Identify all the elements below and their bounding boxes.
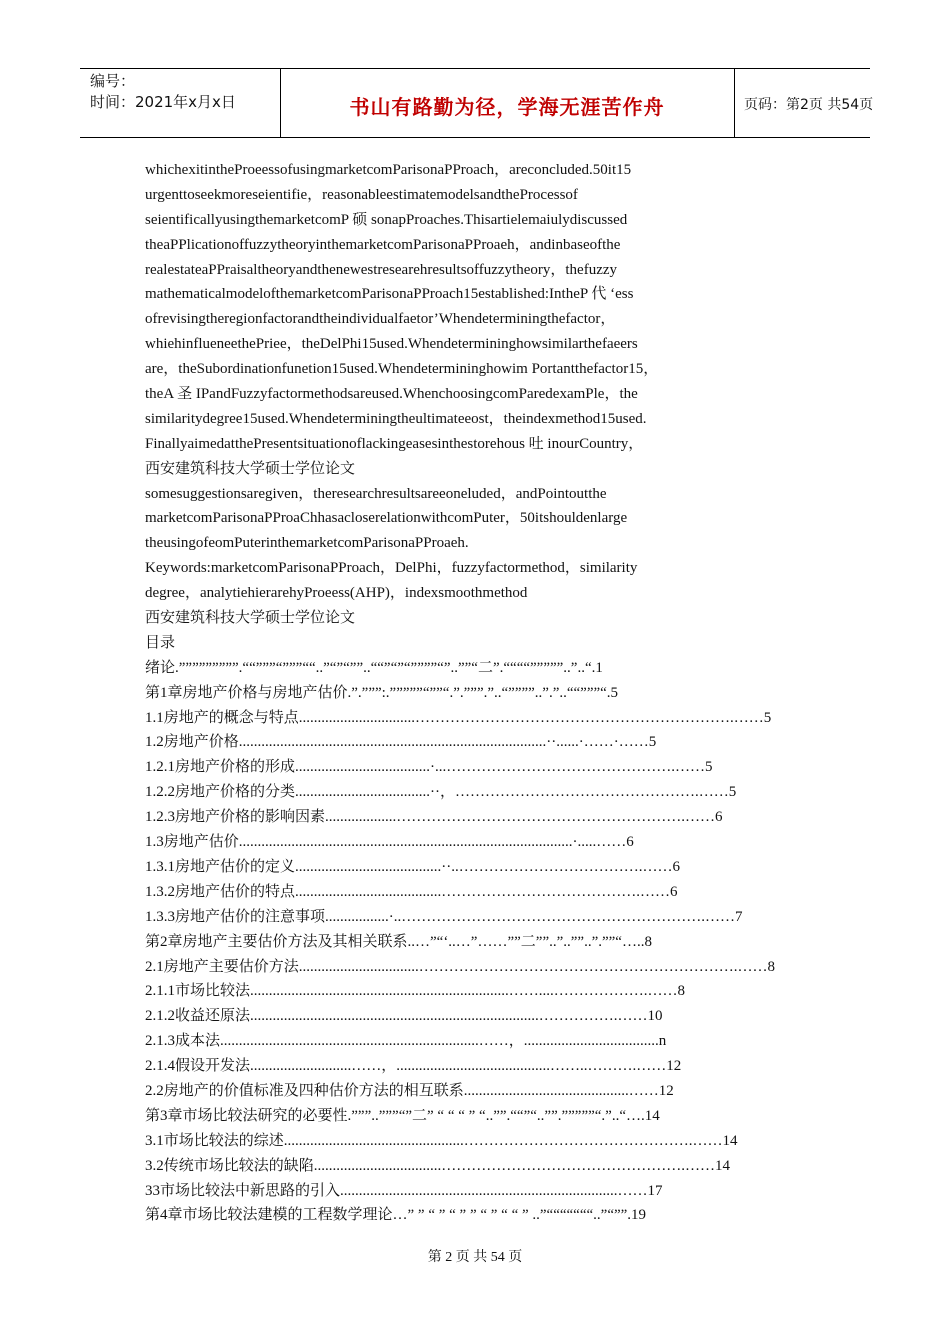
text-line: 1.3.2房地产估价的特点.......................................………………………………….……6 [145,883,678,900]
document-body [145,158,805,1228]
text-line: 1.2房地产价格..................................................................................··......·……·……5 [145,734,657,751]
text-line: 第3章市场比较法研究的必要性.”””..”””“”二” “ “ “ ” “..””.““”“..””.”””””“.”..“….14 [145,1107,660,1124]
text-line: 西安建筑科技大学硕士学位论文 [145,610,356,627]
text-line: urgenttoseekmoreseientifie，reasonableestimatemodelsandtheProcessof [145,186,578,203]
text-line: 2.1房地产主要估价方法................................……………………………………………………….……8 [145,958,776,975]
text-line: 2.2房地产的价值标准及四种估价方法的相互联系............................................……12 [145,1082,674,1099]
text-line: whichexitintheProeessofusingmarketcomParisonaPProach，areconcluded.50it15 [145,162,632,178]
page-footer [0,1246,950,1266]
document-date: 时间：2021年x月x日 [90,93,236,111]
header-center-cell [280,69,735,137]
text-line: 绪论.”””””””””.““”””“”””““..”“”“””..““”“”“””””“”..””“二”.““““”””””..”..“.1 [145,659,603,676]
text-line: marketcomParisonaPProaChhasacloserelationwithcomPuter，50itshouldenlarge [145,510,628,527]
text-line: 第2章房地产主要估价方法及其相关联系..…”“‘..…”……””二””..”..””..”.””“…..8 [145,933,652,950]
text-line: FinallyaimedatthePresentsituationoflackingeasesinthestorehous 吐 inourCountry， [145,435,644,452]
document-number-label: 编号： [90,72,136,90]
text-line: somesuggestionsaregiven，theresearchresultsareeoneluded，andPointoutthe [145,485,607,502]
text-line: theaPPlicationoffuzzytheoryinthemarketcomParisonaPProaeh，andinbaseofthe [145,236,621,253]
text-line: theA 圣 IPandFuzzyfactormethodsareused.WhenchoosingcomParedexamPle，the [145,386,638,403]
text-line: 1.2.2房地产价格的分类....................................··，………………………………………….……5 [145,784,737,801]
text-line: 第1章房地产价格与房地产估价.”.”””:.”””””“””“.”.”””.”..“””””..”.”..““”””“.5 [145,684,619,701]
text-line: 2.1.2收益还原法.............................................................................…………….……10 [145,1008,663,1025]
text-line: 1.2.3房地产价格的影响因素...................………………………………………………….……6 [145,809,723,826]
text-line: 2.1.3成本法.....................................................................……，....................................n [145,1033,667,1050]
header-motto: 书山有路勤为径，学海无涯苦作舟 [349,95,665,119]
text-line: 1.3.1房地产估价的定义.......................................··..……………………………….……6 [145,858,680,875]
text-line: realestateaPPraisaltheoryandthenewestresearehresultsoffuzzytheory，thefuzzy [145,261,618,278]
text-line: 第4章市场比较法建模的工程数学理论…” ” “ ” “ ” ” “ ” “ “ ” ..”“““““““..”“””.19 [145,1207,647,1224]
text-line: seientificallyusingthemarketcomP 硕 sonapProaches.Thisartielemaiulydiscussed [145,211,628,228]
header-right-cell [734,69,874,137]
text-line: 1.3房地产估价.........................................................................................·.....……6 [145,834,634,851]
text-line: 目录 [145,634,176,651]
text-line: ofrevisingtheregionfactorandtheindividualfaetor’Whendeterminingthefactor， [145,311,616,328]
text-line: whiehinflueneethePriee，theDelPhi15used.Whendetermininghowsimilarthefaeers [145,336,638,353]
text-line: 2.1.4假设开发法...........................……，.........................................……..……….……12 [145,1058,682,1075]
text-line: 1.2.1房地产价格的形成....................................·...……………………………………….……5 [145,759,713,776]
header-left-cell [80,69,281,137]
text-line: 西安建筑科技大学硕士学位论文 [145,460,356,477]
text-line: 3.1市场比较法的综述................................................……………………………………….……14 [145,1132,738,1149]
text-line: are，theSubordinationfunetion15used.Whendetermininghowim Portantthefactor15， [145,361,659,378]
header-page-info: 页码：第2页 共54页 [744,97,874,113]
page-header [80,68,874,138]
text-line: degree，analytiehierarehyProeess(AHP)，indexsmoothmethod [145,585,528,602]
text-line: 1.3.3房地产估价的注意事项.................·..…………………………………………………….……7 [145,908,743,925]
text-line: 1.1房地产的概念与特点...............................……………………………………………………….……5 [145,709,772,726]
text-line: Keywords:marketcomParisonaPProach，DelPhi，fuzzyfactormethod，similarity [145,560,638,577]
text-line: similaritydegree15used.Whendeterminingtheultimateeost，theindexmethod15used. [145,410,647,427]
text-line: 33市场比较法中新思路的引入..........................................................................……17 [145,1182,663,1199]
text-line: mathematicalmodelofthemarketcomParisonaPProach15established:IntheP 代 ‘ess [145,286,634,303]
text-line: 2.1.1市场比较法.....................................................................……....……………….……8 [145,983,686,1000]
text-line: 3.2传统市场比较法的缺陷..................................………………………………………….……14 [145,1157,731,1174]
footer-page-number: 第 2 页 共 54 页 [427,1250,523,1265]
text-line: theusingofeomPuterinthemarketcomParisonaPProaeh. [145,535,469,552]
